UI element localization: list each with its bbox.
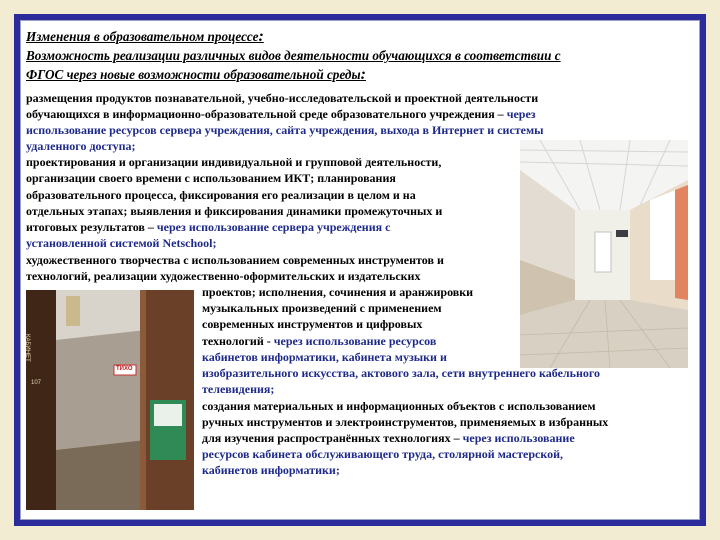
text-line-18: изобразительного искусства, актового зала, сети внутреннего кабельного bbox=[202, 366, 601, 380]
text-line-15: современных инструментов и цифровых bbox=[202, 317, 423, 331]
text-line-17: кабинетов информатики, кабинета музыки и bbox=[202, 350, 447, 364]
heading-line-2: Возможность реализации различных видов деятельности обучающихся в соответствии с bbox=[26, 48, 561, 63]
classroom-door-photo bbox=[26, 290, 194, 510]
text-line-12: технологий, реализации художественно-оформительских и издательских bbox=[26, 269, 421, 283]
text-line-3: использование ресурсов сервера учреждения, сайта учреждения, выхода в Интернет и системы bbox=[26, 123, 544, 137]
text-line-20: создания материальных и информационных объектов с использованием bbox=[202, 399, 596, 413]
door-sign-plate: ТИХО bbox=[116, 366, 133, 372]
text-line-1: размещения продуктов познавательной, учебно-исследовательской и проектной деятельности bbox=[26, 91, 539, 105]
text-line-22: для изучения распространённых технологиях – через использование bbox=[202, 431, 575, 445]
text-line-9: итоговых результатов – через использование сервера учреждения с bbox=[26, 220, 391, 234]
school-corridor-photo bbox=[520, 140, 688, 368]
door-sign-number: 107 bbox=[31, 380, 42, 386]
slide-heading: Изменения в образовательном процессе: Возможность реализации различных видов деятельности обучающихся в соответствии с ФГОС через новые возможности образовательной среды: bbox=[26, 27, 686, 84]
text-line-16: технологий - через использование ресурсов bbox=[202, 334, 437, 348]
text-line-14: музыкальных произведений с применением bbox=[202, 301, 442, 315]
text-line-6: организации своего времени с использованием ИКТ; планирования bbox=[26, 171, 396, 185]
text-line-19: телевидения; bbox=[202, 382, 275, 396]
text-line-24: кабинетов информатики; bbox=[202, 463, 340, 477]
text-line-2: обучающихся в информационно-образовательной среде образовательного учреждения – через bbox=[26, 107, 536, 121]
heading-line-3: ФГОС через новые возможности образовательной среды bbox=[26, 67, 361, 82]
text-line-8: отдельных этапах; выявления и фиксирования динамики промежуточных и bbox=[26, 204, 443, 218]
text-line-5: проектирования и организации индивидуальной и групповой деятельности, bbox=[26, 155, 442, 169]
text-line-13: проектов; исполнения, сочинения и аранжировки bbox=[202, 285, 474, 299]
text-line-7: образовательного процесса, фиксирования его реализации в целом и на bbox=[26, 188, 416, 202]
door-sign-top: КАБИНЕТ bbox=[24, 334, 30, 362]
text-line-23: ресурсов кабинета обслуживающего труда, столярной мастерской, bbox=[202, 447, 564, 461]
heading-line-1: Изменения в образовательном процессе bbox=[26, 29, 259, 44]
text-line-21: ручных инструментов и электроинструментов, применяемых в избранных bbox=[202, 415, 609, 429]
text-line-10: установленной системой Netschool; bbox=[26, 236, 217, 250]
text-line-11: художественного творчества с использованием современных инструментов и bbox=[26, 253, 444, 267]
text-line-4: удаленного доступа; bbox=[26, 139, 136, 153]
